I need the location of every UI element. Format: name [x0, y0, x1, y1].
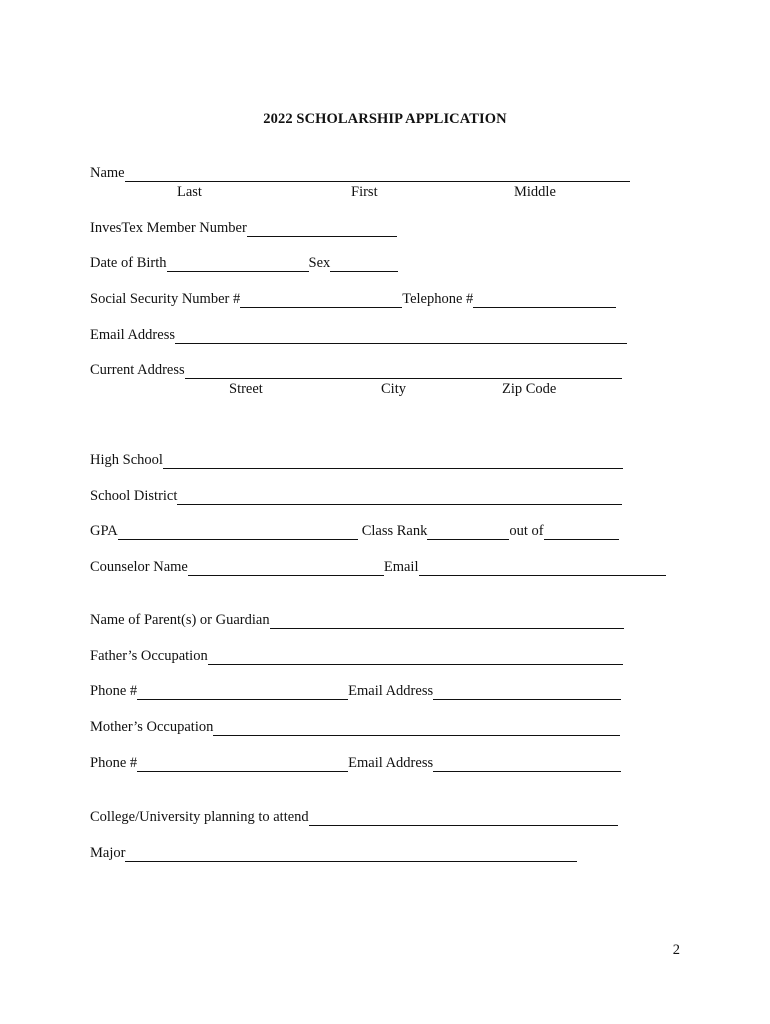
parent-field[interactable] — [270, 611, 624, 629]
college-row — [90, 808, 618, 828]
school-district-field[interactable] — [177, 487, 622, 505]
out-of-field[interactable] — [544, 522, 619, 540]
out-of-label: out of — [509, 523, 544, 539]
name-last-caption: Last — [177, 184, 202, 200]
member-number-field[interactable] — [247, 219, 397, 237]
page-number: 2 — [672, 942, 680, 958]
high-school-row — [90, 451, 623, 471]
name-field[interactable] — [125, 164, 630, 182]
dob-sex-row — [90, 254, 398, 274]
major-field[interactable] — [125, 844, 577, 862]
email-row — [90, 326, 627, 346]
ssn-phone-row — [90, 290, 616, 310]
sex-label: Sex — [308, 255, 331, 271]
counselor-name-label: Counselor Name — [90, 559, 188, 575]
mother-phone-label: Phone # — [90, 755, 138, 771]
counselor-email-field[interactable] — [419, 558, 666, 576]
counselor-name-field[interactable] — [188, 558, 384, 576]
member-number-label: InvesTex Member Number — [90, 220, 247, 236]
father-email-label: Email Address — [348, 683, 434, 699]
email-field[interactable] — [175, 326, 627, 344]
gpa-field[interactable] — [118, 522, 358, 540]
mother-phone-field[interactable] — [137, 754, 348, 772]
email-label: Email Address — [90, 327, 175, 343]
address-city-caption: City — [381, 381, 406, 397]
father-occupation-row — [90, 647, 623, 667]
gpa-rank-row — [90, 522, 619, 542]
mother-email-field[interactable] — [433, 754, 621, 772]
dob-field[interactable] — [167, 254, 309, 272]
name-row — [90, 164, 630, 184]
college-label: College/University planning to attend — [90, 809, 309, 825]
page-title: 2022 SCHOLARSHIP APPLICATION — [263, 111, 507, 127]
father-contact-row — [90, 682, 621, 702]
college-field[interactable] — [309, 808, 618, 826]
school-district-label: School District — [90, 488, 178, 504]
counselor-row — [90, 558, 666, 578]
address-zip-caption: Zip Code — [502, 381, 557, 397]
address-row — [90, 361, 622, 381]
father-email-field[interactable] — [433, 682, 621, 700]
telephone-label: Telephone # — [402, 291, 474, 307]
address-street-caption: Street — [229, 381, 263, 397]
ssn-label: Social Security Number # — [90, 291, 241, 307]
mother-occupation-label: Mother’s Occupation — [90, 719, 214, 735]
mother-occupation-row — [90, 718, 620, 738]
member-number-row — [90, 219, 397, 239]
high-school-field[interactable] — [163, 451, 623, 469]
father-phone-field[interactable] — [137, 682, 348, 700]
father-phone-label: Phone # — [90, 683, 138, 699]
address-field[interactable] — [185, 361, 622, 379]
mother-email-label: Email Address — [348, 755, 434, 771]
counselor-email-label: Email — [383, 559, 419, 575]
mother-occupation-field[interactable] — [213, 718, 620, 736]
parent-row — [90, 611, 624, 631]
school-district-row — [90, 487, 622, 507]
major-label: Major — [90, 845, 126, 861]
class-rank-label: Class Rank — [361, 523, 428, 539]
telephone-field[interactable] — [473, 290, 616, 308]
address-label: Current Address — [90, 362, 185, 378]
ssn-field[interactable] — [240, 290, 402, 308]
class-rank-field[interactable] — [427, 522, 509, 540]
name-first-caption: First — [351, 184, 378, 200]
gpa-label: GPA — [90, 523, 118, 539]
name-middle-caption: Middle — [514, 184, 556, 200]
father-occupation-label: Father’s Occupation — [90, 648, 208, 664]
father-occupation-field[interactable] — [208, 647, 623, 665]
major-row — [90, 844, 577, 864]
sex-field[interactable] — [330, 254, 398, 272]
parent-label: Name of Parent(s) or Guardian — [90, 612, 270, 628]
dob-label: Date of Birth — [90, 255, 167, 271]
name-label: Name — [90, 165, 125, 181]
mother-contact-row — [90, 754, 621, 774]
high-school-label: High School — [90, 452, 163, 468]
